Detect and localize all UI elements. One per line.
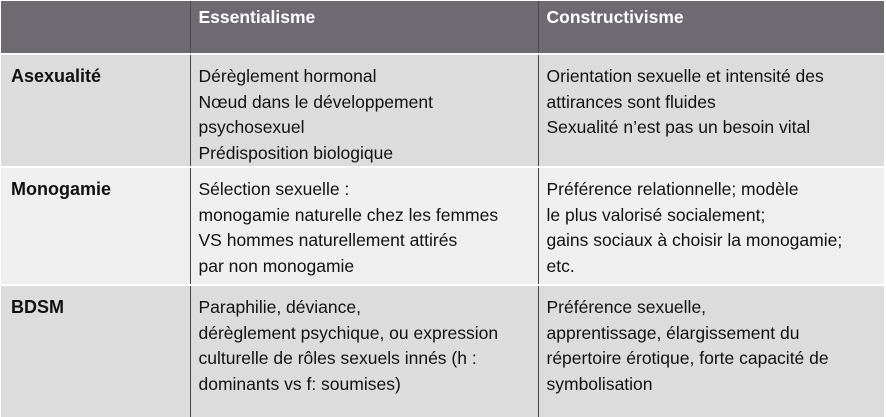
constructivisme-cell: [538, 54, 884, 167]
cell-line: attirances sont fluides: [546, 91, 716, 112]
cell-line: Nœud dans le développement: [198, 91, 433, 112]
cell-line: Paraphilie, déviance,: [198, 297, 361, 317]
constructivisme-cell: [538, 285, 884, 417]
cell-line: répertoire érotique, forte capacité de: [546, 348, 829, 368]
cell-line: Prédisposition biologique: [198, 142, 394, 163]
constructivisme-cell: [538, 167, 884, 285]
row-label: BDSM: [1, 285, 190, 417]
header-essentialisme: Essentialisme: [190, 1, 538, 54]
essentialisme-cell: [190, 167, 538, 285]
essentialisme-cell: [190, 285, 538, 417]
cell-line: culturelle de rôles sexuels innés (h :: [198, 348, 477, 368]
cell-line: Préférence relationnelle; modèle: [546, 179, 799, 199]
row-label: Monogamie: [1, 167, 190, 285]
cell-line: VS hommes naturellement attirés: [198, 230, 458, 250]
cell-line: Sexualité n’est pas un besoin vital: [546, 117, 811, 137]
cell-line: Orientation sexuelle et intensité des: [546, 66, 824, 86]
table-row-bdsm: [1, 285, 884, 417]
cell-line: Préférence sexuelle,: [546, 297, 707, 317]
cell-line: dérèglement psychique, ou expression: [198, 322, 499, 343]
cell-line: psychosexuel: [198, 117, 305, 137]
cell-line: dominants vs f: soumises): [198, 373, 401, 394]
cell-line: le plus valorisé socialement;: [546, 204, 766, 225]
comparison-table: [1, 1, 884, 417]
row-label: Asexualité: [1, 54, 190, 167]
table-row-monogamie: [1, 167, 884, 285]
cell-line: symbolisation: [546, 373, 653, 394]
table-header-row: [1, 1, 884, 54]
cell-line: par non monogamie: [198, 255, 355, 276]
cell-line: gains sociaux à choisir la monogamie;: [546, 230, 843, 250]
cell-line: etc.: [546, 255, 575, 276]
cell-line: apprentissage, élargissement du: [546, 322, 800, 343]
cell-line: monogamie naturelle chez les femmes: [198, 204, 499, 225]
cell-line: Sélection sexuelle :: [198, 179, 350, 199]
header-constructivisme: Constructivisme: [538, 1, 884, 54]
header-corner-cell: [1, 1, 190, 54]
cell-line: Dérèglement hormonal: [198, 66, 377, 86]
essentialisme-cell: [190, 54, 538, 167]
table-row-asexualite: [1, 54, 884, 167]
